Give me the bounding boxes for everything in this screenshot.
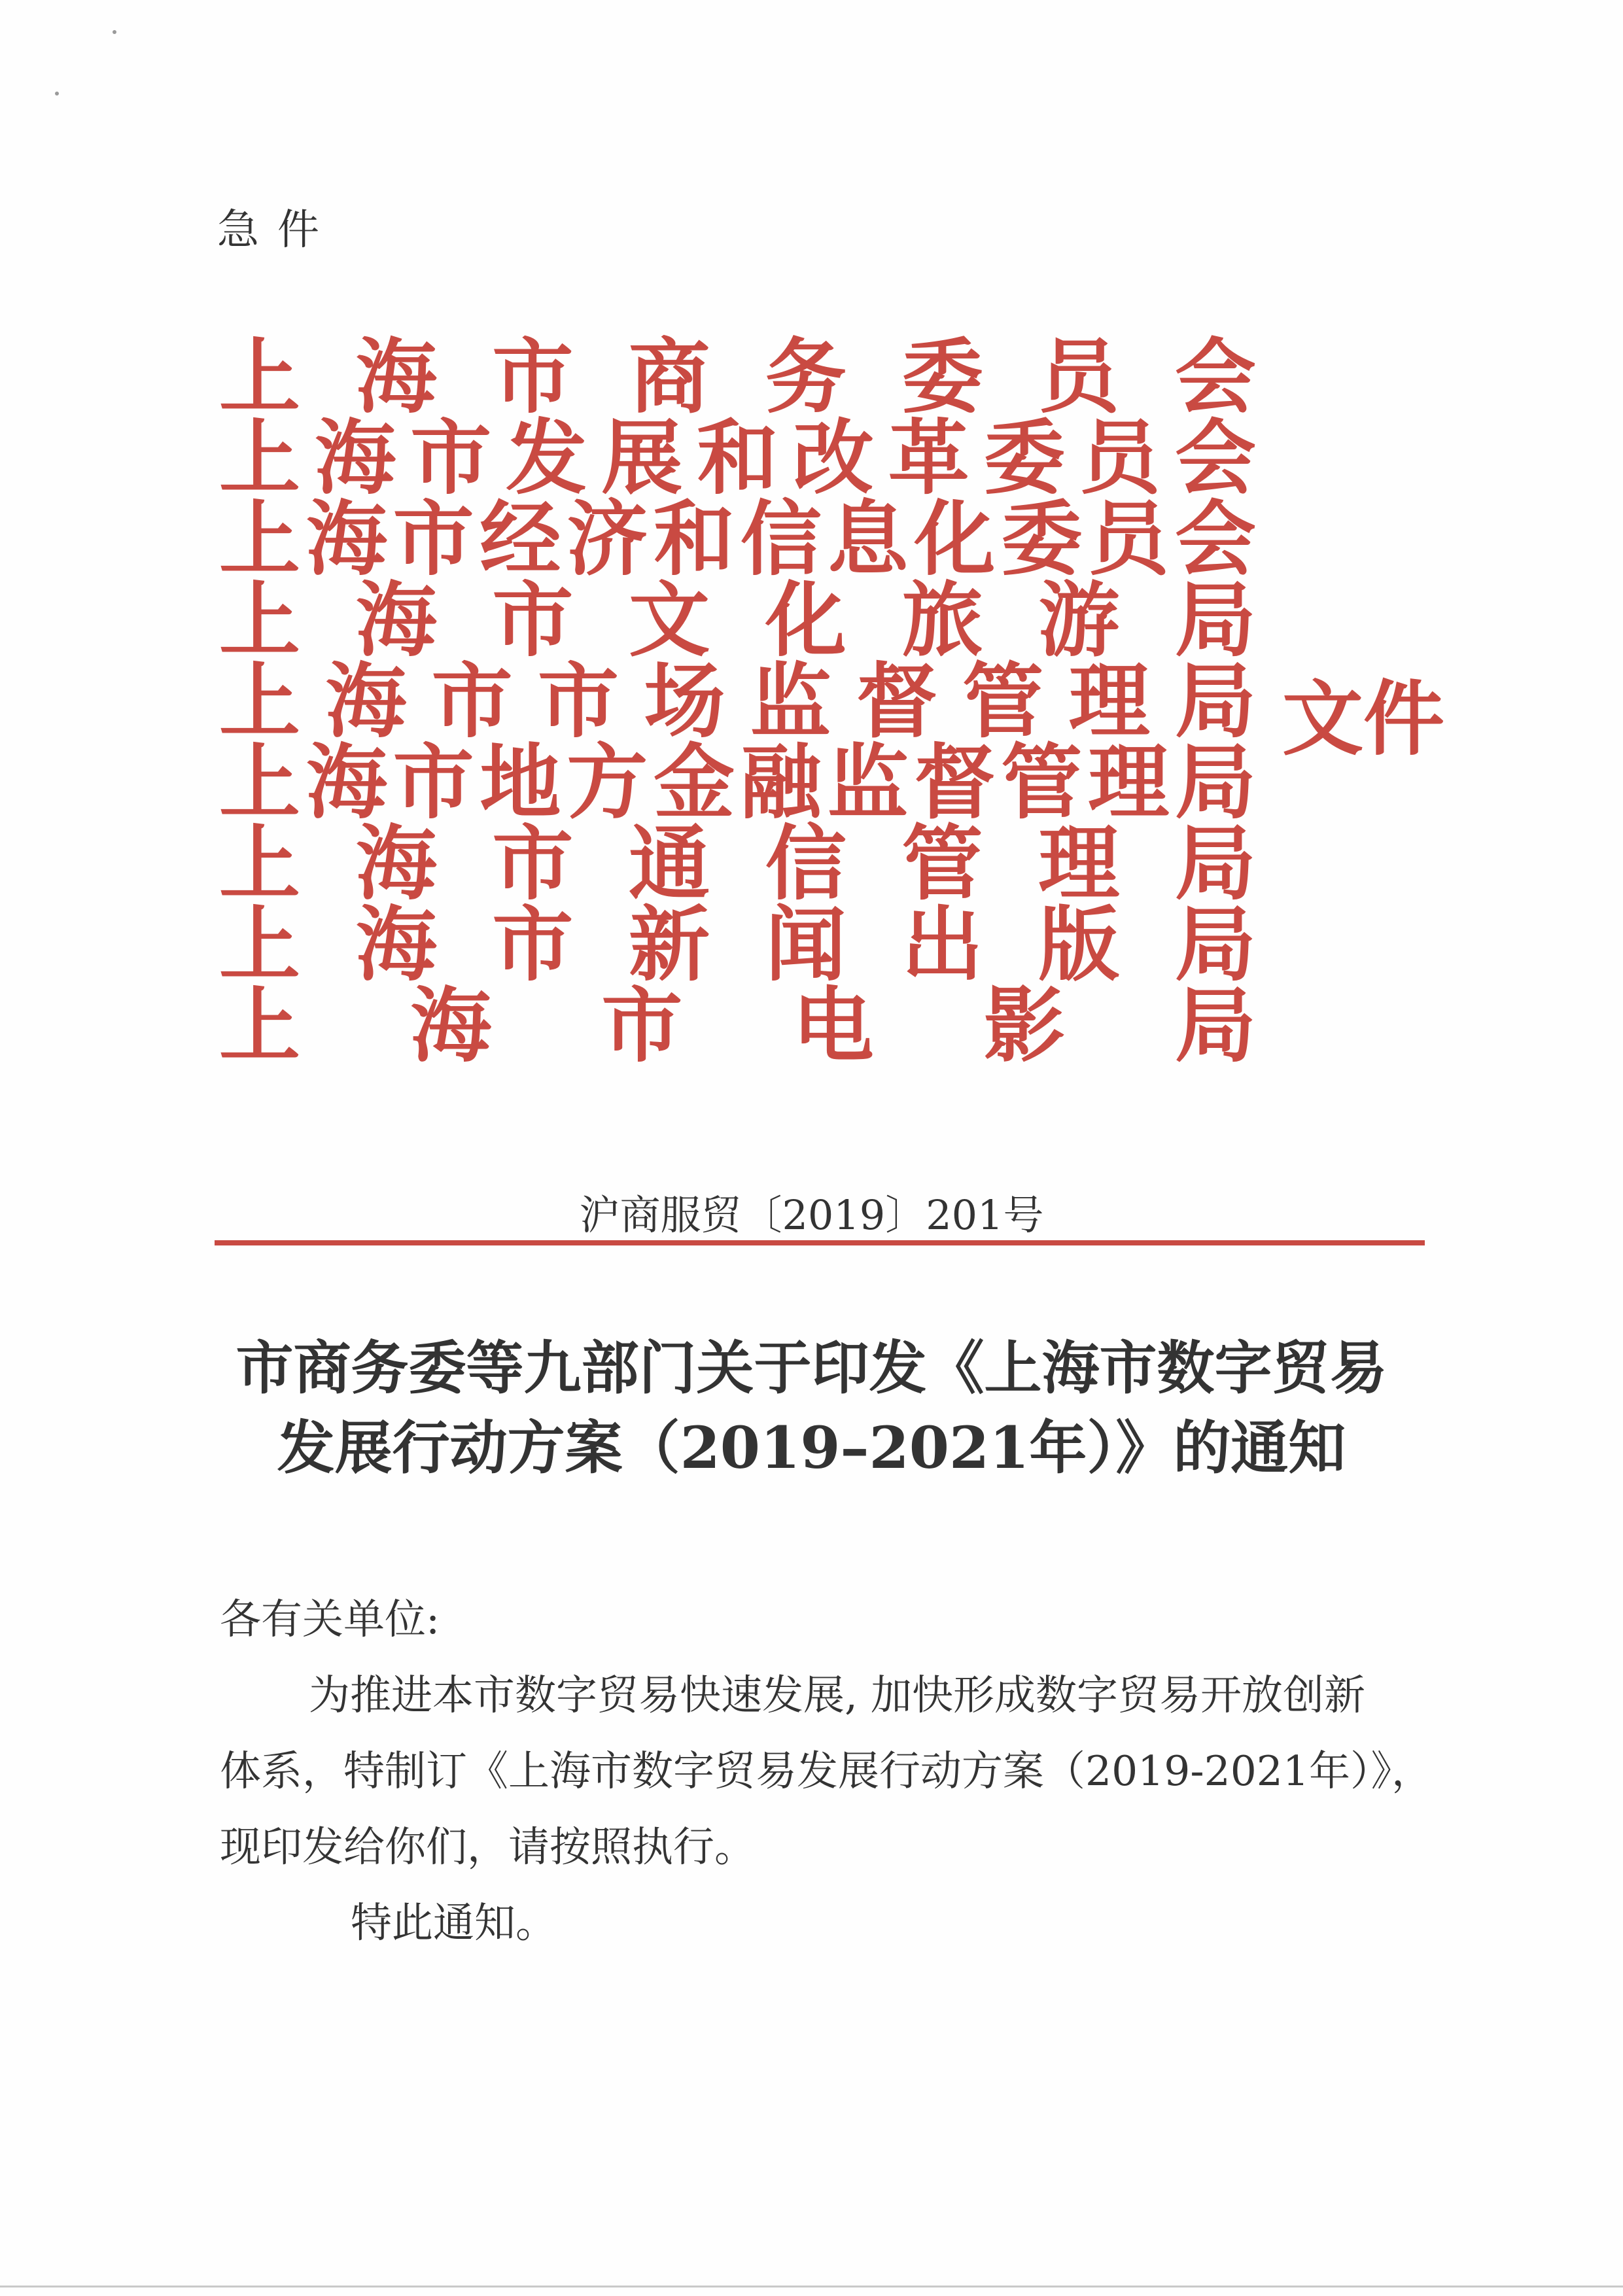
red-divider-line [215, 1240, 1425, 1245]
agency-char: 局 [1174, 979, 1256, 1073]
agency-name [219, 979, 1256, 1073]
agency-name [219, 573, 1256, 668]
body-paragraph-line: 体系，特制订《上海市数字贸易发展行动方案（2019-2021年）》， [220, 1747, 1433, 1795]
agency-char: 海 [325, 654, 407, 749]
agency-char: 上 [219, 816, 301, 911]
agency-char: 管 [962, 654, 1044, 749]
agency-char: 上 [219, 573, 301, 668]
agency-name [219, 897, 1256, 992]
document-word: 文件 [1282, 672, 1445, 767]
agency-char: 改 [792, 411, 874, 506]
agency-char: 上 [219, 735, 301, 830]
agency-char: 督 [914, 735, 996, 830]
agency-name [219, 735, 1256, 830]
agency-char: 济 [567, 492, 648, 587]
agency-char: 督 [856, 654, 937, 749]
agency-char: 管 [901, 816, 983, 911]
agency-char: 和 [697, 411, 778, 506]
agency-char: 融 [740, 735, 822, 830]
agency-char: 管 [1001, 735, 1083, 830]
body-paragraph-line: 为推进本市数字贸易快速发展, 加快形成数字贸易开放创新 [309, 1671, 1366, 1719]
agency-char: 理 [1038, 816, 1120, 911]
agency-char: 监 [750, 654, 831, 749]
agency-char: 委 [901, 330, 983, 425]
agency-char: 市 [492, 330, 574, 425]
agency-char: 海 [305, 492, 387, 587]
agency-char: 海 [355, 897, 437, 992]
agency-char: 场 [644, 654, 725, 749]
agency-char: 市 [601, 979, 683, 1073]
agency-name [219, 411, 1256, 506]
agency-char: 会 [1174, 330, 1256, 425]
agency-char: 金 [654, 735, 735, 830]
agency-char: 局 [1174, 897, 1256, 992]
body-paragraph-line: 现印发给你们，请按照执行。 [220, 1823, 756, 1871]
agency-char: 革 [888, 411, 969, 506]
closing-line: 特此通知。 [351, 1899, 557, 1947]
agency-char: 上 [219, 897, 301, 992]
document-number: 沪商服贸〔2019〕201号 [579, 1191, 1044, 1239]
agency-char: 方 [567, 735, 648, 830]
title-line: 发展行动方案（2019–2021年）》的通知 [277, 1414, 1346, 1482]
title-line: 市商务委等九部门关于印发《上海市数字贸易 [236, 1334, 1387, 1402]
agency-char: 新 [629, 897, 710, 992]
agency-char: 会 [1174, 411, 1256, 506]
agency-char: 委 [983, 411, 1065, 506]
agency-char: 经 [480, 492, 561, 587]
agency-char: 和 [654, 492, 735, 587]
agency-char: 发 [506, 411, 587, 506]
agency-char: 文 [629, 573, 710, 668]
agency-char: 息 [827, 492, 909, 587]
agency-char: 局 [1174, 573, 1256, 668]
scan-speck [113, 30, 116, 34]
agency-char: 市 [492, 897, 574, 992]
agency-char: 市 [393, 735, 474, 830]
agency-char: 旅 [901, 573, 983, 668]
agency-char: 海 [355, 816, 437, 911]
agency-char: 务 [765, 330, 846, 425]
agency-char: 理 [1068, 654, 1150, 749]
agency-char: 出 [901, 897, 983, 992]
agency-name [219, 492, 1256, 587]
scan-speck [55, 92, 59, 96]
agency-char: 化 [914, 492, 996, 587]
agency-char: 信 [765, 816, 846, 911]
agency-char: 展 [601, 411, 683, 506]
agency-char: 员 [1088, 492, 1170, 587]
agency-char: 局 [1174, 654, 1256, 749]
issuing-agencies [219, 330, 1266, 1073]
document-body [220, 1582, 1433, 1961]
agency-char: 员 [1079, 411, 1161, 506]
agency-char: 理 [1088, 735, 1170, 830]
agency-char: 商 [629, 330, 710, 425]
agency-char: 化 [765, 573, 846, 668]
agency-char: 海 [355, 573, 437, 668]
agency-name [219, 816, 1256, 911]
agency-char: 上 [219, 411, 301, 506]
agency-char: 监 [827, 735, 909, 830]
agency-char: 影 [983, 979, 1065, 1073]
page-bottom-edge [0, 2286, 1623, 2287]
agency-char: 市 [410, 411, 492, 506]
agency-char: 市 [431, 654, 513, 749]
agency-char: 海 [355, 330, 437, 425]
agency-char: 会 [1174, 492, 1256, 587]
agency-char: 海 [315, 411, 396, 506]
agency-char: 上 [219, 492, 301, 587]
agency-char: 上 [219, 654, 301, 749]
agency-char: 局 [1174, 735, 1256, 830]
agency-char: 地 [480, 735, 561, 830]
agency-char: 闻 [765, 897, 846, 992]
agency-name [219, 654, 1256, 749]
agency-char: 电 [792, 979, 874, 1073]
agency-char: 版 [1038, 897, 1120, 992]
agency-char: 委 [1001, 492, 1083, 587]
agency-char: 局 [1174, 816, 1256, 911]
agency-char: 上 [219, 330, 301, 425]
salutation: 各有关单位: [220, 1595, 440, 1643]
agency-char: 员 [1038, 330, 1120, 425]
agency-char: 市 [537, 654, 619, 749]
agency-name [219, 330, 1256, 425]
agency-char: 市 [492, 816, 574, 911]
agency-char: 上 [219, 979, 301, 1073]
document-title [0, 1328, 1623, 1487]
agency-char: 市 [492, 573, 574, 668]
agency-char: 游 [1038, 573, 1120, 668]
agency-char: 通 [629, 816, 710, 911]
agency-char: 海 [305, 735, 387, 830]
agency-char: 信 [740, 492, 822, 587]
urgency-label: 急件 [217, 206, 338, 254]
agency-char: 海 [410, 979, 492, 1073]
agency-char: 市 [393, 492, 474, 587]
